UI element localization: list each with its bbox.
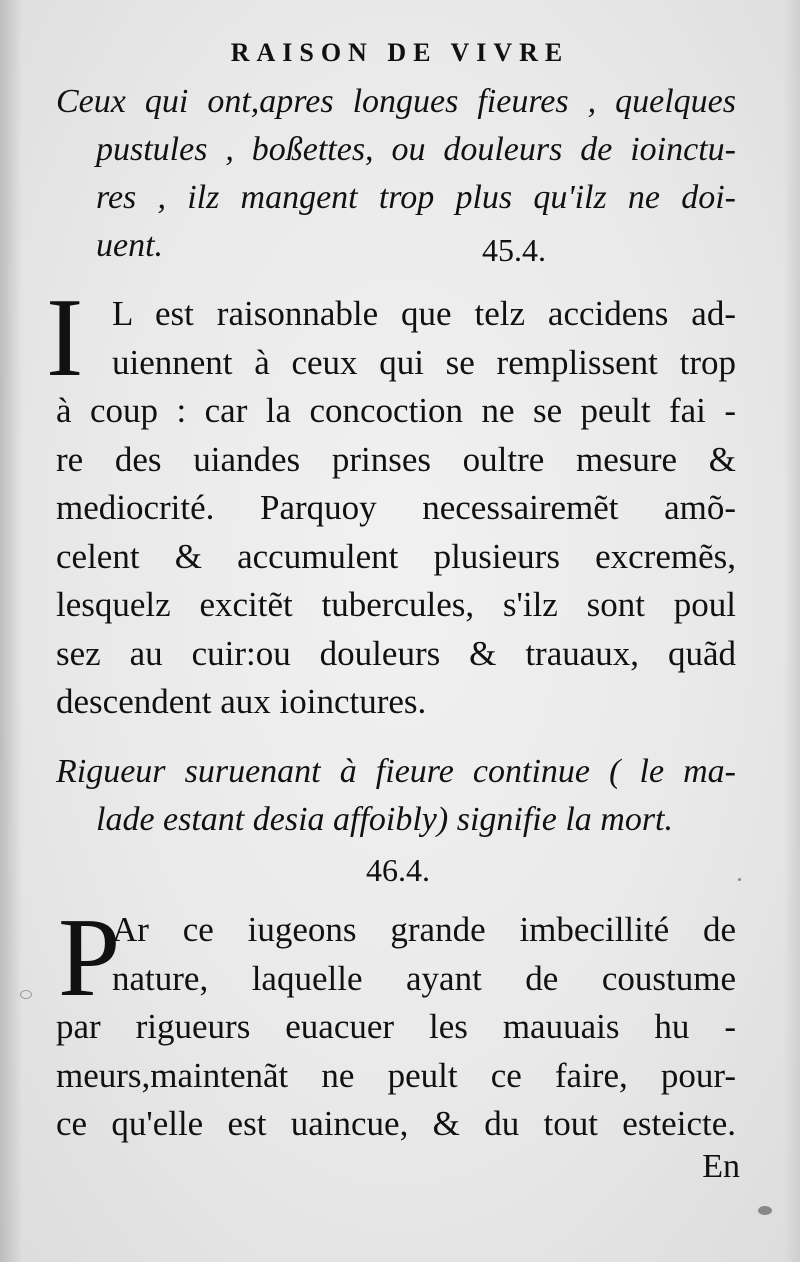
commentary-line: par rigueurs euacuer les mauuais hu - xyxy=(56,1007,736,1046)
commentary-line: ce qu'elle est uaincue, & du tout esteicte. xyxy=(56,1104,736,1143)
drop-cap-initial: I xyxy=(46,276,84,400)
aphorism-line: lade estant desia affoibly) signifie la mort. xyxy=(96,801,674,838)
aphorism-line: res , ilz mangent trop plus qu'ilz ne doi- xyxy=(96,179,736,216)
aphorism-line: Rigueur suruenant à fieure continue ( le ma- xyxy=(56,753,736,790)
page-edge-shadow xyxy=(784,0,800,1262)
commentary-line: uiennent à ceux qui se remplissent trop xyxy=(112,342,736,382)
commentary-45 xyxy=(56,290,736,727)
aphorism-line: pustules , boßettes, ou douleurs de ioinctu- xyxy=(96,131,736,168)
paper-speck xyxy=(20,990,32,999)
aphorism-number: 45.4. xyxy=(482,232,546,268)
aphorism-46 xyxy=(56,748,736,844)
aphorism-line: Ceux qui ont,apres longues fieures , quelques xyxy=(56,83,736,120)
commentary-line: mediocrité. Parquoy necessairemẽt amõ- xyxy=(56,488,736,527)
aphorism-line: uent. xyxy=(96,227,164,264)
commentary-line: descendent aux ioinctures. xyxy=(56,682,427,721)
commentary-line: celent & accumulent plusieurs excremẽs, xyxy=(56,536,736,576)
commentary-line: à coup : car la concoction ne se peult fai - xyxy=(56,391,736,430)
commentary-line: lesquelz excitẽt tubercules, s'ilz sont poul xyxy=(56,585,736,624)
page-edge-shadow xyxy=(0,0,22,1262)
running-head: RAISON DE VIVRE xyxy=(230,38,570,67)
commentary-46 xyxy=(56,896,736,1149)
commentary-line: Ar ce iugeons grande imbecillité de xyxy=(112,910,736,949)
commentary-line: meurs,maintenãt ne peult ce faire, pour- xyxy=(56,1055,736,1095)
drop-cap-initial: P xyxy=(58,896,121,1020)
catchword: En xyxy=(702,1148,740,1185)
aphorism-number: 46.4. xyxy=(366,852,430,888)
commentary-line: re des uiandes prinses oultre mesure & xyxy=(56,439,736,479)
commentary-line: sez au cuir:ou douleurs & trauaux, quãd xyxy=(56,633,736,673)
commentary-line: L est raisonnable que telz accidens ad- xyxy=(112,294,736,333)
paper-speck xyxy=(758,1206,772,1215)
aphorism-45 xyxy=(56,78,736,270)
paper-speck xyxy=(738,878,741,881)
commentary-line: nature, laquelle ayant de coustume xyxy=(112,958,736,998)
